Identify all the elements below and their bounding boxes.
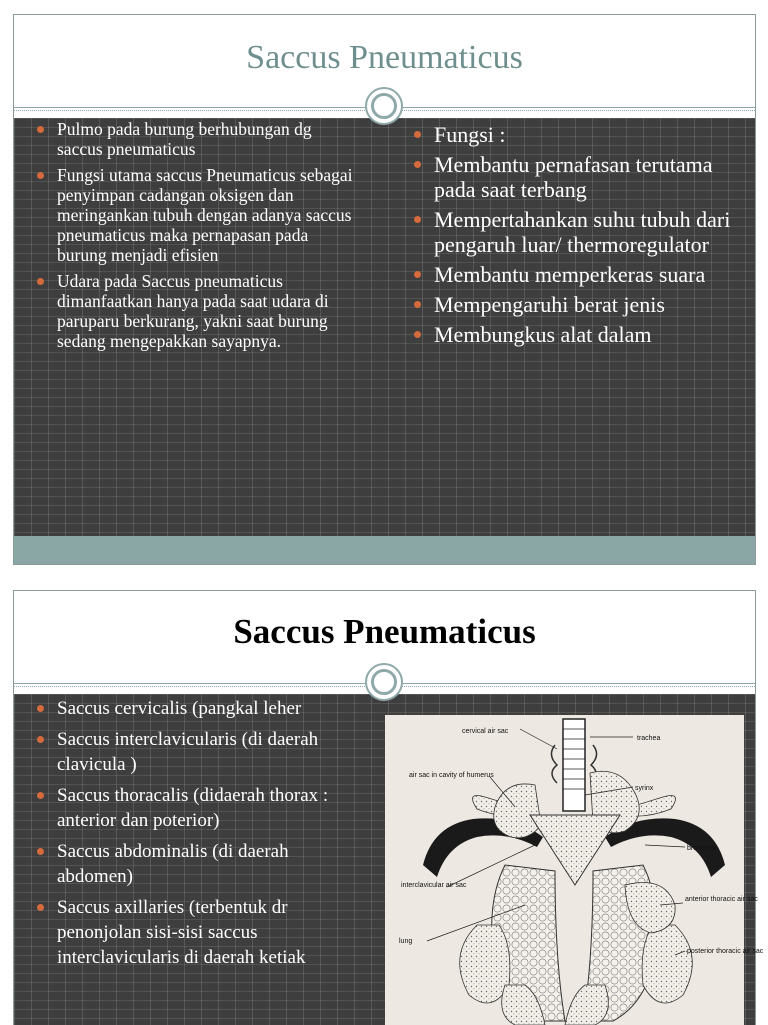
list-item: Saccus thoracalis (didaerah thorax : anterior dan poterior) — [57, 783, 367, 833]
list-item: Membungkus alat dalam — [434, 322, 734, 347]
slide-1-right-list — [434, 122, 734, 352]
slide-1 — [13, 14, 756, 565]
air-sac-diagram-svg — [385, 715, 764, 1025]
list-item: Saccus abdominalis (di daerah abdomen) — [57, 839, 367, 889]
list-item: Membantu pernafasan terutama pada saat terbang — [434, 152, 734, 202]
label-posterior: posterior thoracic air sac — [687, 948, 764, 955]
list-item: Fungsi : — [434, 122, 734, 147]
label-anterior: anterior thoracic air sac — [685, 896, 758, 903]
list-item: Udara pada Saccus pneumaticus dimanfaatkan hanya pada saat udara di paruparu berkurang, yakni saat burung sedang mengepakkan sayapnya. — [57, 271, 357, 351]
slide-2-list — [57, 696, 367, 976]
list-item: Mempengaruhi berat jenis — [434, 292, 734, 317]
label-interclavicular: interclavicular air sac — [401, 882, 467, 889]
slide-2 — [13, 590, 764, 1025]
slide-1-title: Saccus Pneumaticus — [246, 39, 523, 76]
label-syrinx: syrinx — [635, 785, 654, 792]
list-item: Saccus interclavicularis (di daerah clavicula ) — [57, 727, 367, 777]
ring-ornament-icon — [365, 663, 403, 701]
air-sac-diagram — [385, 715, 764, 1025]
list-item: Saccus cervicalis (pangkal leher — [57, 696, 367, 721]
label-trachea: trachea — [637, 735, 661, 742]
label-bronchus: bronchus — [687, 845, 716, 852]
label-cervical: cervical air sac — [462, 728, 509, 735]
list-item: Fungsi utama saccus Pneumaticus sebagai penyimpan cadangan oksigen dan meringankan tubuh dengan adanya saccus pneumaticus maka pernapasan pada burung menjadi efisien — [57, 165, 357, 265]
label-lung: lung — [399, 938, 413, 945]
ring-ornament-icon — [365, 87, 403, 125]
list-item: Mempertahankan suhu tubuh dari pengaruh luar/ thermoregulator — [434, 207, 734, 257]
list-item: Saccus axillaries (terbentuk dr penonjolan sisi-sisi saccus interclavicularis di daerah ketiak — [57, 895, 367, 970]
slide-1-left-list — [57, 119, 357, 357]
label-humerus: air sac in cavity of humerus — [409, 772, 494, 779]
list-item: Pulmo pada burung berhubungan dg saccus pneumaticus — [57, 119, 357, 159]
list-item: Membantu memperkeras suara — [434, 262, 734, 287]
slide-1-footer-bar — [14, 536, 755, 564]
slide-2-title: Saccus Pneumaticus — [233, 612, 536, 651]
